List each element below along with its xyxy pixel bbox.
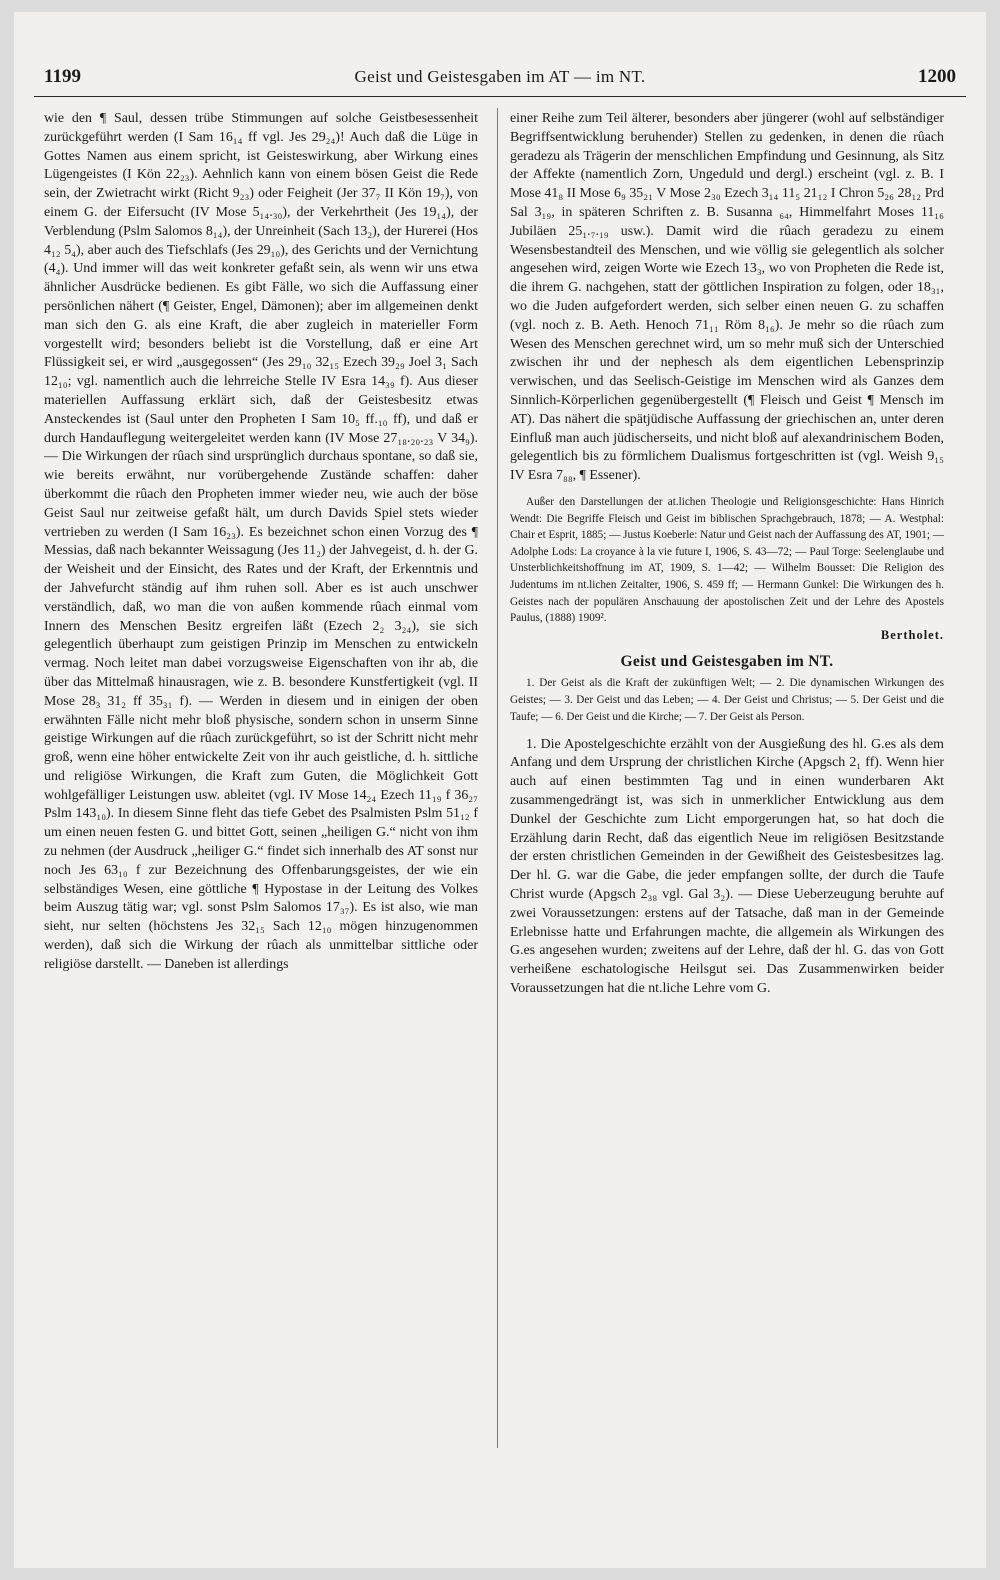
right-column (510, 110, 944, 999)
right-column-text: einer Reihe zum Teil älterer, besonders aber jüngerer (wohl auf selbständiger Begriffsentwicklung beruhender) Stellen zu gedenken, in denen die rûach geradezu als Trägerin der menschlichen Empfindung und Gesinnung, als Sitz der Affekte (namentlich Zorn, Ungeduld und dergl.) erscheint (vgl. z. B. I Mose 41₈ II Mose 6₉ 35₂₁ V Mose 2₃₀ Ezech 3₁₄ 11₅ 21₁₂ I Chron 5₂₆ 28₁₂ Prd Sal 3₁₉, in späteren Schriften z. B. Susanna ₆₄, Himmelfahrt Moses 11₁₆ Jubiläen 25₁.₇.₁₉ usw.). Damit wird die rûach geradezu zu einem Wesensbestandteil des Menschen, und wie völlig sie gelegentlich als solcher angesehen wird, zeigen Worte wie Ezech 13₃, wo von Propheten die Rede ist, die ihrem G. nachgehen, statt der göttlichen Inspiration zu folgen, oder 18₃₁, wo die Juden aufgefordert werden, sich selber einen neuen G. zu schaffen (vgl. noch z. B. Aeth. Henoch 71₁₁ Röm 8₁₆). Je mehr so die rûach zum Wesen des Menschen gerechnet wird, um so mehr muß sich der Unterschied zwischen ihr und der nephesch als dem eigentlichen Lebensprinzip verwischen, und das Seelisch-Geistige im Menschen wird als Ganzes dem Sinnlich-Körperlichen gegenübergestellt (¶ Fleisch und Geist ¶ Mensch im AT). Das nähert die spätjüdische Auffassung der griechischen an, unter deren Einfluß man auch jüdischerseits, und nicht bloß auf alexandrinischem Boden, gelegentlich bis zu förmlichem Dualismus fortgeschritten ist (vgl. Weish 9₁₅ IV Esra 7₈₈, ¶ Essener). (510, 111, 944, 484)
page-number-left: 1199 (44, 66, 81, 87)
author-signature: Bertholet. (880, 627, 944, 642)
page-header (34, 62, 966, 97)
scanned-page (14, 12, 986, 1568)
running-title: Geist und Geistesgaben im AT — im NT. (354, 67, 646, 86)
left-column (44, 110, 478, 975)
page-number-right: 1200 (918, 66, 956, 87)
column-divider (497, 108, 498, 1448)
bibliography: Außer den Darstellungen der at.lichen Theologie und Religionsgeschichte: Hans Hinrich Wendt: Die Begriffe Fleisch und Geist im biblischen Sprachgebrauch, 1878; — A. Westphal: Chair et Esprit, 1885; — Justus Koeberle: Natur und Geist nach der Auffassung des AT, 1901; — Adolphe Lods: La croyance à la vie future I, 1906, S. 43—72; — Paul Torge: Seelenglaube und Unsterblichkeitshoffnung im AT, 1909, S. 1—42; — Wilhelm Bousset: Die Religion des Judentums im nt.lichen Zeitalter, 1906, S. 459 ff; — Hermann Gunkel: Die Wirkungen des h. Geistes nach der populären Anschauung der apostolischen Zeit und der Lehre des Apostels Paulus, (1888) 1909². (510, 495, 944, 625)
section-heading: Geist und Geistesgaben im NT. (620, 652, 834, 670)
section-contents-list: 1. Der Geist als die Kraft der zukünftigen Welt; — 2. Die dynamischen Wirkungen des Geistes; — 3. Der Geist und das Leben; — 4. Der Geist und Christus; — 5. Der Geist und die Taufe; — 6. Der Geist und die Kirche; — 7. Der Geist als Person. (510, 676, 944, 723)
section-body-text: 1. Die Apostelgeschichte erzählt von der Ausgießung des hl. G.es als dem Anfang und dem Ursprung der christlichen Kirche (Apgsch 2₁ ff). Wenn hier auch auf einen bestimmten Tag und in einen wunderbaren Akt zusammengedrängt ist, was sich in unmerklicher Entwicklung aus dem Dunkel der Geschichte zum Licht emporgerungen hat, so hat doch die Erzählung darin Recht, daß das eigentlich Neue im religiösen Besitzstande der ersten christlichen Gemeinden in der Gewißheit des Geistesbesitzes lag. Der hl. G. war die Gabe, die jeder empfangen sollte, der durch die Taufe Christ wurde (Apgsch 2₃₈ vgl. Gal 3₂). — Diese Ueberzeugung beruhte auf zwei Voraussetzungen: erstens auf der Tatsache, daß man in der Gemeinde Erlebnisse hatte und Erfahrungen machte, die allgemein als Wirkungen des G.es angesehen wurden; zweitens auf der Lehre, daß der hl. G. das von Gott verheißene eschatologische Heilsgut sei. Das Zusammenwirken beider Voraussetzungen hat die nt.liche Lehre vom G. (510, 736, 944, 997)
left-column-text: wie den ¶ Saul, dessen trübe Stimmungen auf solche Geistbesessenheit zurückgeführt werden (I Sam 16₁₄ ff vgl. Jes 29₂₄)! Auch daß die Lüge in Gottes Namen aus einem spricht, ist Geisteswirkung, aber Wirkung eines Lügengeistes (I Kön 22₂₃). Aehnlich kann von einem bösen Geist die Rede sein, der Zwietracht wirkt (Richt 9₂₃) oder Feigheit (Jer 37₇ II Kön 19₇), von einem G. der Eifersucht (IV Mose 5₁₄.₃₀), der Verkehrtheit (Jes 19₁₄), der Verblendung (Pslm Salomos 8₁₄), der Unreinheit (Sach 13₂), der Hurerei (Hos 4₁₂ 5₄), aber auch des Tiefschlafs (Jes 29₁₀), des Gerichts und der Vernichtung (4₄). Und immer will das weit konkreter gefaßt sein, als wenn wir uns etwa ähnlicher Ausdrücke bedienen. Es gibt Fälle, wo sich die Auffassung einer persönlichen nähert (¶ Geister, Engel, Dämonen); aber im allgemeinen denkt man sich den G. als eine Kraft, die aber zugleich in materieller Form vorgestellt wird; besonders beliebt ist die Vorstellung, daß er eine Art Flüssigkeit sei, er wird „ausgegossen“ (Jes 29₁₀ 32₁₅ Ezech 39₂₉ Joel 3₁ Sach 12₁₀; vgl. namentlich auch die lehrreiche Stelle IV Esra 14₃₉ f). Aus dieser materiellen Auffassung erklärt sich, daß der Geistesbesitz etwas Ansteckendes ist (Saul unter den Propheten I Sam 10₅ ff.₁₀ ff), und daß er durch Handauflegung weitergeleitet werden kann (IV Mose 27₁₈.₂₀.₂₃ V 34₉). — Die Wirkungen der rûach sind ursprünglich durchaus spontane, so daß sie, wie bereits erwähnt, nur vorübergehende Zustände schaffen: daher überkommt die rûach den Propheten immer wieder neu, wie auch der böse Geist Saul nur zeitweise gefaßt hält, um durch Davids Spiel stets wieder vertrieben zu werden (I Sam 16₂₃). Es bezeichnet schon einen Vorzug des ¶ Messias, daß nach bekannter Weissagung (Jes 11₂) der Jahvegeist, d. h. der G. der Weisheit und der Einsicht, des Rates und der Kraft, der Erkenntnis und der Jahvefurcht ständig auf ihm ruhen soll. Aber es ist auch unschwer verständlich, daß, wo man die von außen kommende rûach einmal vom Innern des Menschen Besitz ergreifen läßt (Ezech 2₂ 3₂₄), sie sich gelegentlich überhaupt zum geistigen Prinzip im Menschen zu entwickeln vermag. Noch leitet man dabei vorzugsweise Eigenschaften von ihr ab, die über das Mittelmaß hinausragen, wie z. B. besondere Kunstfertigkeit (vgl. II Mose 28₃ 31₂ ff 35₃₁ f). — Werden in diesem und in einigen der oben erwähnten Fälle nicht mehr bloß physische, sondern schon in unserm Sinne geistige Wirkungen auf die rûach zurückgeführt, so ist der Schritt nicht mehr groß, wenn eine höher entwickelte Zeit von ihr auch geistliche, d. h. sittliche und religiöse Wirkungen, die Kraft zum Guten, die Möglichkeit Gott wohlgefälliger Leistungen usw. ableitet (vgl. IV Mose 14₂₄ Ezech 11₁₉ f 36₂₇ Pslm 143₁₀). In diesem Sinne fleht das tiefe Gebet des Psalmisten Pslm 51₁₂ f um einen neuen festen G. und bittet Gott, seinen „heiligen G.“ nicht von ihm zu nehmen (der Ausdruck „heiliger G.“ findet sich innerhalb des AT sonst nur noch Jes 63₁₀ f zur Bezeichnung des Offenbarungsgeistes, der wie ein selbständiges Wesen, eine göttliche ¶ Hypostase in der Leitung des Volkes beim Auszug tätig war; vgl. sonst Pslm Salomos 17₃₇). Es ist also, wie man sieht, nur selten (höchstens Jes 32₁₅ Sach 12₁₀ mögen hinzugenommen werden), daß sich die Wirkung der rûach als unmittelbar sittliche oder religiöse darstellt. — Daneben ist allerdings (44, 111, 478, 972)
